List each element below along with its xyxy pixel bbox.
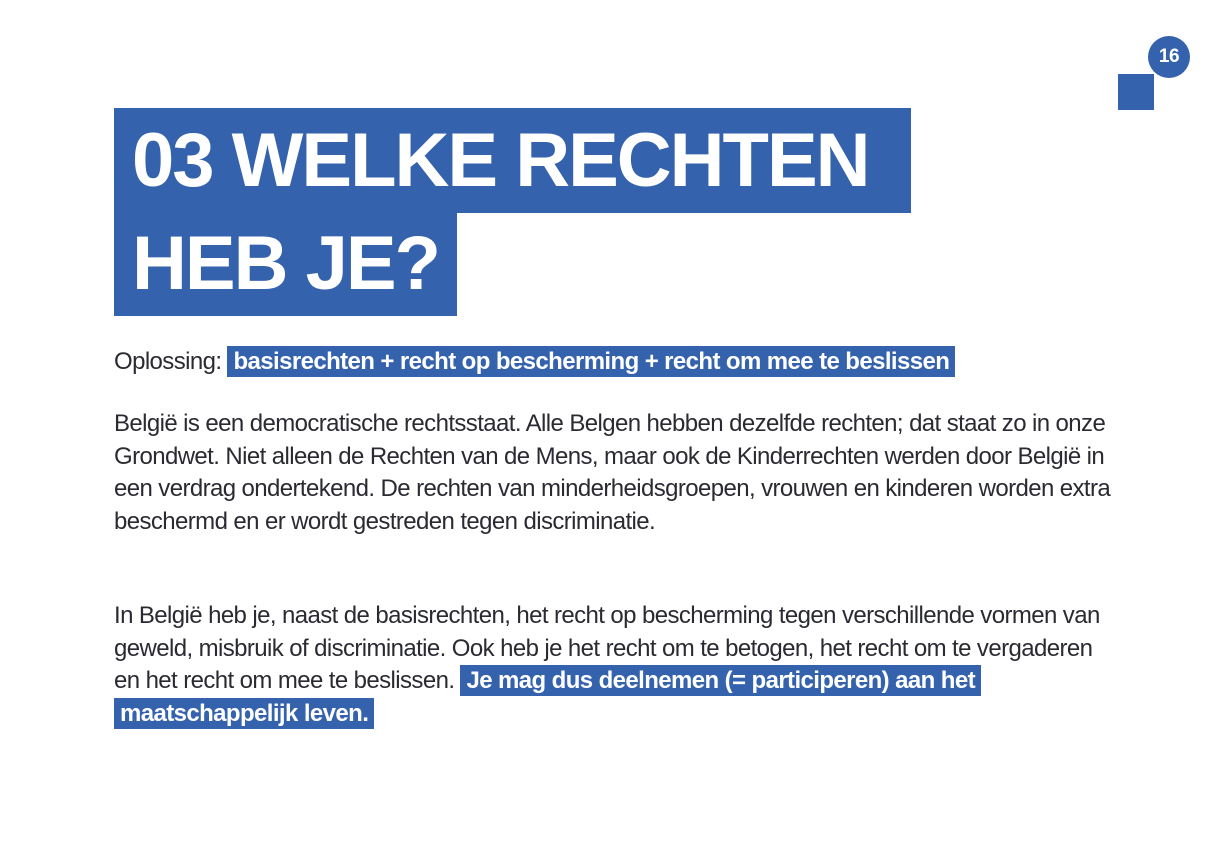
badge-square-decoration — [1118, 74, 1154, 110]
solution-highlight: basisrechten + recht op bescherming + recht om mee te beslissen — [227, 346, 955, 377]
page-number: 16 — [1148, 36, 1190, 78]
solution-label: Oplossing: — [114, 348, 222, 375]
body-paragraph-1: België is een democratische rechtsstaat. Alle Belgen hebben dezelfde rechten; dat staat zo in onze Grondwet. Niet alleen de Rechten van de Mens, maar ook de Kinderrechten werden door België in een verdrag ondertekend. De rechten van minderheidsgroepen, vrouwen en kinderen worden extra beschermd en er wordt gestreden tegen discriminatie. — [114, 410, 1111, 535]
body-paragraph-2-highlight: Je mag dus deelnemen (= participeren) aan het maatschappelijk leven. — [114, 665, 981, 729]
solution-line — [114, 344, 955, 380]
body-paragraph-2 — [114, 600, 1114, 730]
page-number-badge — [1118, 36, 1190, 110]
chapter-title-line-1: 03 WELKE RECHTEN — [114, 108, 911, 213]
body-paragraph-2-text: In België heb je, naast de basisrechten, het recht op bescherming tegen verschillende vormen van geweld, misbruik of discriminatie. Ook heb je het recht om te betogen, het recht om te vergaderen en het recht om mee te beslissen. — [114, 602, 1100, 694]
chapter-title-line-2: HEB JE? — [114, 211, 457, 316]
